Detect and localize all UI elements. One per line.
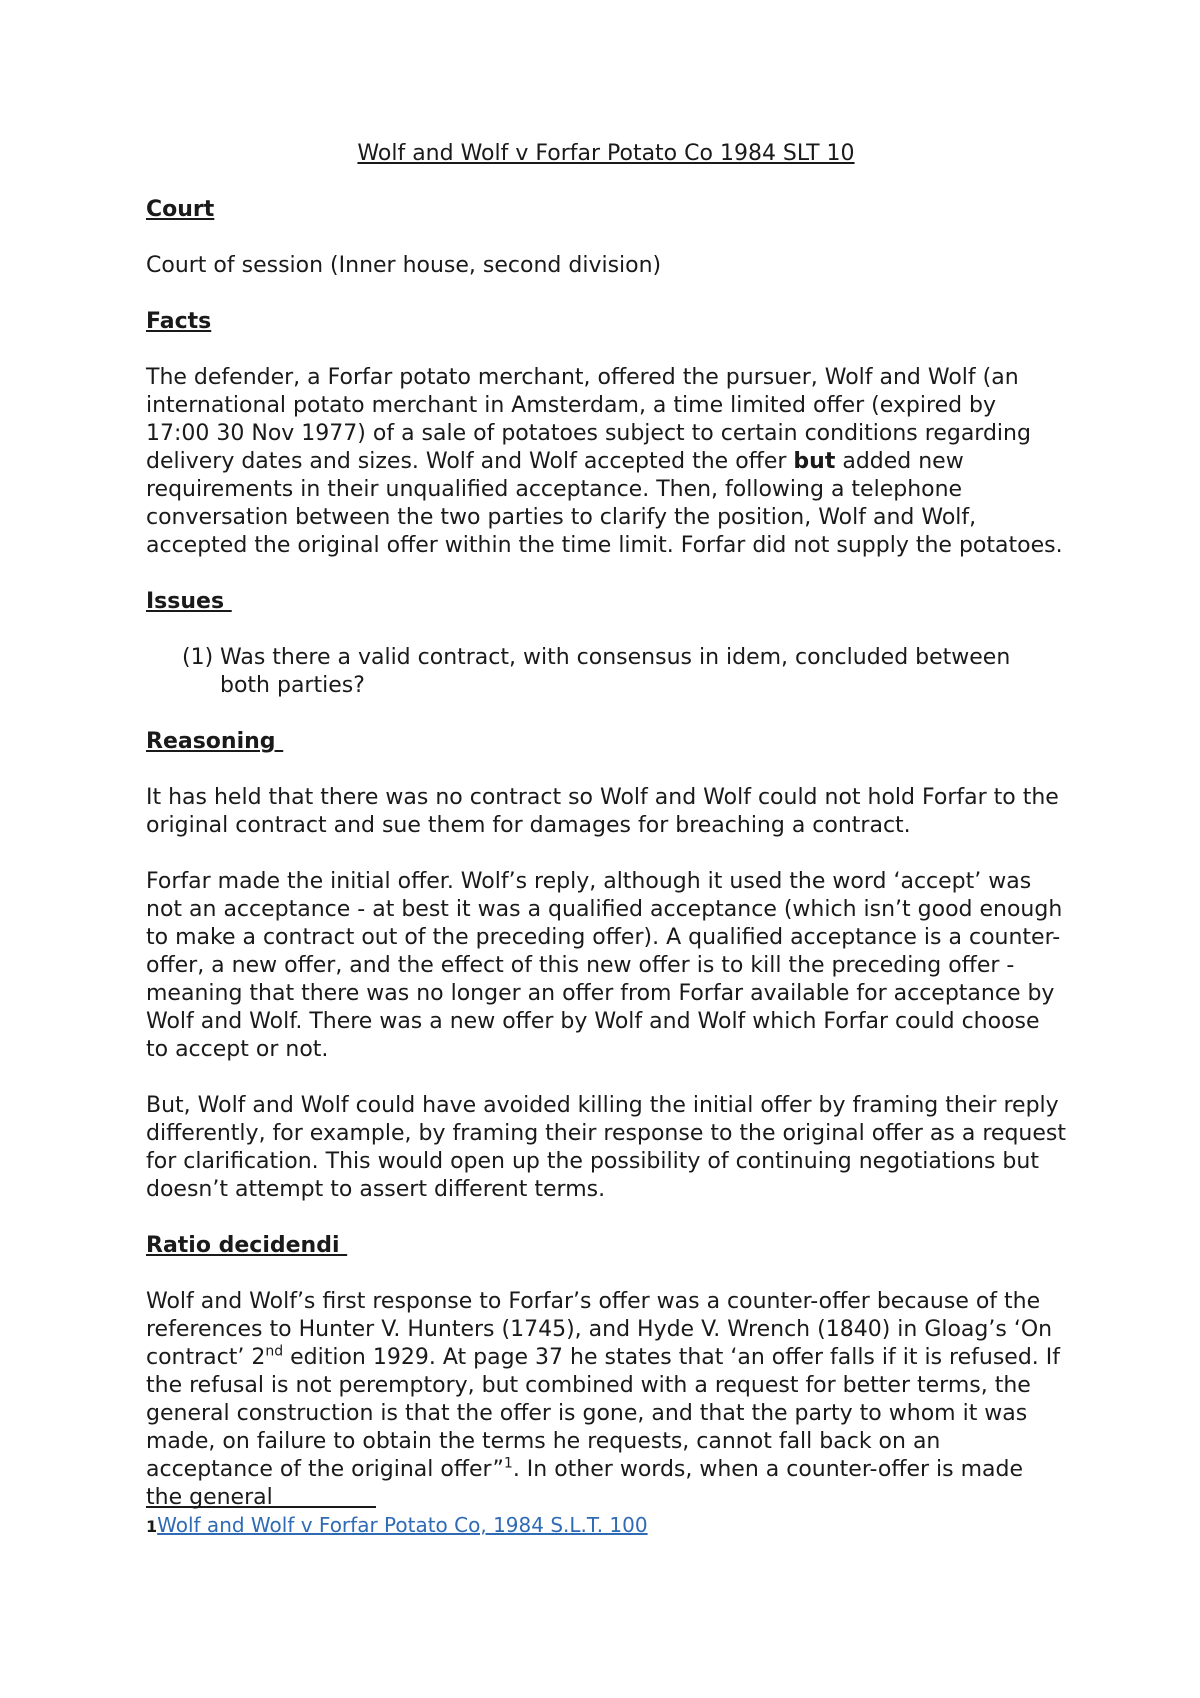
ratio-text-1: Wolf and Wolf’s first response to Forfar’s offer was a counter-offer because of the references to Hunter V. Hunters (1745), and Hyde V. Wrench (1840) in Gloag’s ‘On contract’ 2 (146, 1289, 1053, 1370)
footnote-reference[interactable]: 1 (503, 1455, 513, 1472)
document-page (146, 140, 1066, 1512)
reasoning-heading: Reasoning (146, 729, 284, 754)
ratio-text-2: edition 1929. At page 37 he states that ‘an offer falls if it is refused. If the refusal is not peremptory, but combined with a request for better terms, the general construction is that the offer is gone, and that the party to whom it was made, on failure to obtain the terms he requests, cannot fall back on an acceptance of the original offer” (146, 1345, 1060, 1482)
issue-number: (1) (182, 645, 214, 670)
reasoning-paragraph-3: But, Wolf and Wolf could have avoided killing the initial offer by framing their reply differently, for example, by framing their response to the original offer as a request for clarification. This would open up the possibility of continuing negotiations but doesn’t attempt to assert different terms. (146, 1093, 1066, 1202)
footnote (146, 1512, 648, 1540)
court-heading: Court (146, 197, 215, 222)
reasoning-paragraph-1: It has held that there was no contract so Wolf and Wolf could not hold Forfar to the original contract and sue them for damages for breaching a contract. (146, 785, 1059, 838)
facts-paragraph (146, 364, 1066, 560)
reasoning-paragraph-2: Forfar made the initial offer. Wolf’s reply, although it used the word ‘accept’ was not an acceptance - at best it was a qualified acceptance (which isn’t good enough to make a contract out of the preceding offer). A qualified acceptance is a counter-offer, a new offer, and the effect of this new offer is to kill the preceding offer - meaning that there was no longer an offer from Forfar available for acceptance by Wolf and Wolf. There was a new offer by Wolf and Wolf which Forfar could choose to accept or not. (146, 869, 1063, 1062)
ratio-superscript-nd: nd (265, 1343, 284, 1360)
ratio-text-3: . In other words, when a counter-offer is made the general (146, 1457, 1023, 1510)
facts-bold-word: but (793, 449, 836, 474)
footnote-separator (146, 1506, 376, 1508)
court-text: Court of session (Inner house, second division) (146, 253, 662, 278)
issue-text: Was there a valid contract, with consensus in idem, concluded between both parties? (220, 645, 1011, 698)
footnote-link[interactable]: Wolf and Wolf v Forfar Potato Co, 1984 S.L.T. 100 (157, 1513, 648, 1537)
facts-heading: Facts (146, 309, 212, 334)
issues-heading: Issues (146, 589, 232, 614)
document-title: Wolf and Wolf v Forfar Potato Co 1984 SLT 10 (357, 141, 855, 166)
ratio-paragraph (146, 1288, 1066, 1512)
footnote-number: 1 (146, 1517, 158, 1536)
facts-text-1: The defender, a Forfar potato merchant, offered the pursuer, Wolf and Wolf (an international potato merchant in Amsterdam, a time limited offer (expired by 17:00 30 Nov 1977) of a sale of potatoes subject to certain conditions regarding delivery dates and sizes. Wolf and Wolf accepted the offer (146, 365, 1031, 474)
ratio-heading: Ratio decidendi (146, 1233, 348, 1258)
facts-text-2: added new requirements in their unqualified acceptance. Then, following a telephone conversation between the two parties to clarify the position, Wolf and Wolf, accepted the original offer within the time limit. Forfar did not supply the potatoes. (146, 449, 1063, 558)
issue-item (146, 644, 1066, 700)
